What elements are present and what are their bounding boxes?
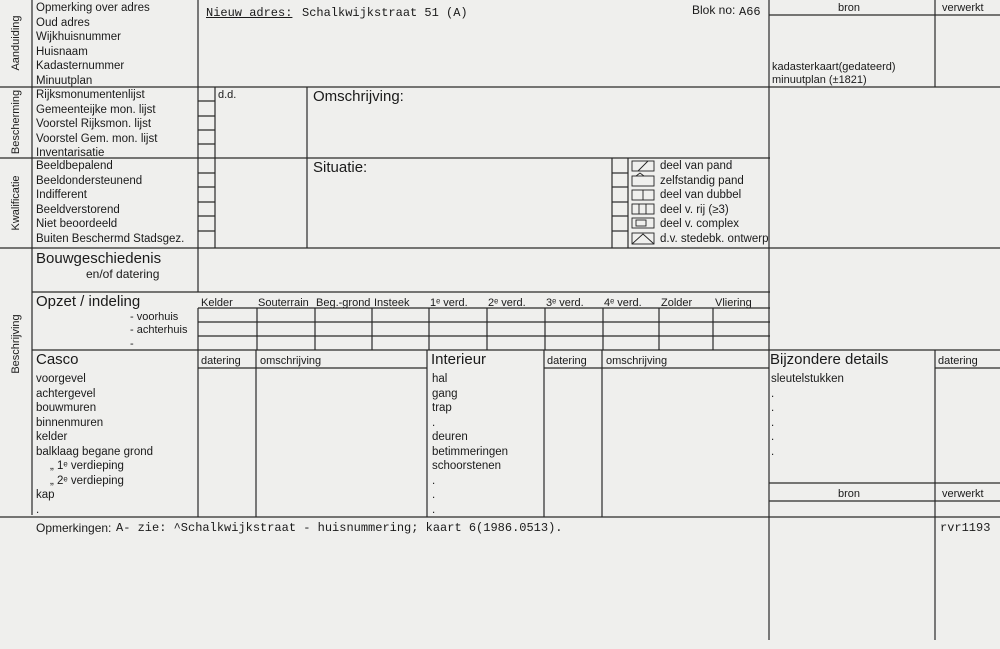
casco-item: bouwmuren — [36, 402, 97, 414]
situatie-label: Situatie: — [313, 159, 368, 176]
section-label-bescherming: Bescherming — [10, 89, 22, 155]
new-address-label: Nieuw adres: — [206, 6, 293, 20]
opzet-title: Opzet / indeling — [36, 293, 141, 310]
interieur-item: . — [432, 416, 436, 429]
opzet-col-header: Souterrain — [258, 297, 309, 309]
aanduiding-item: Minuutplan — [36, 74, 93, 87]
bescherming-list — [36, 88, 157, 161]
dd-label: d.d. — [218, 89, 237, 101]
interieur-item: deuren — [432, 431, 468, 443]
interieur-item: . — [432, 489, 436, 501]
interieur-item: trap — [432, 402, 452, 414]
opzet-row-label: - — [130, 338, 134, 350]
omschrijving-label: Omschrijving: — [313, 88, 404, 105]
opmerkingen-value[interactable]: A- zie: ^Schalkwijkstraat - huisnummering; kaart 6(1986.0513). — [116, 521, 563, 535]
bijzondere-item: . — [771, 387, 775, 400]
interieur-item: betimmeringen — [432, 445, 509, 458]
bijzondere-item: . — [771, 431, 775, 443]
kwalificatie-item: Beeldondersteunend — [36, 174, 143, 187]
interieur-item: schoorstenen — [432, 460, 502, 472]
aanduiding-item: Kadasternummer — [36, 60, 125, 72]
opzet-col-header: Insteek — [374, 297, 410, 309]
interieur-item: gang — [432, 387, 458, 400]
bron-header: bron — [838, 2, 861, 14]
interieur-title: Interieur — [431, 351, 487, 368]
situatie-option[interactable]: d.v. stedebk. ontwerp — [660, 232, 769, 245]
bijzondere-list — [771, 372, 844, 459]
bescherming-item: Voorstel Gem. mon. lijst — [36, 132, 158, 145]
opzet-col-header: Zolder — [661, 297, 693, 309]
opzet-col-header: Vliering — [715, 297, 752, 309]
kadasterkaart-label: kadasterkaart(gedateerd) — [772, 61, 896, 73]
bijzondere-item: . — [771, 445, 775, 458]
bijzondere-title: Bijzondere details — [770, 351, 889, 368]
situatie-options — [660, 159, 768, 246]
casco-col-omschrijving: omschrijving — [260, 355, 322, 367]
bijzondere-item: . — [771, 416, 775, 429]
section-label-beschrijving: Beschrijving — [10, 314, 22, 374]
datering-subtitle: en/of datering — [86, 267, 160, 281]
section-label-kwalificatie: Kwalificatie — [10, 175, 22, 231]
opzet-row-label: - achterhuis — [130, 324, 188, 336]
opzet-col-header: Kelder — [201, 297, 233, 309]
aanduiding-item: Wijkhuisnummer — [36, 31, 121, 43]
situatie-option[interactable]: deel van dubbel — [660, 189, 742, 201]
aanduiding-item: Huisnaam — [36, 45, 88, 58]
kwalificatie-item: Indifferent — [36, 189, 87, 201]
kwalificatie-list — [36, 159, 184, 246]
bijzondere-item: . — [771, 402, 775, 414]
record-code: rvr1193 — [940, 521, 991, 535]
casco-item: kap — [36, 489, 55, 501]
opzet-col-header: Beg.-grond — [316, 297, 371, 309]
opzet-col-header: 3ᵉ verd. — [546, 297, 584, 309]
bijzondere-bron: bron — [838, 488, 861, 500]
casco-item: voorgevel — [36, 373, 86, 385]
blok-value[interactable]: A66 — [739, 5, 761, 19]
bescherming-item: Inventarisatie — [36, 147, 105, 159]
casco-item: balklaag begane grond — [36, 445, 154, 458]
opzet-col-header: 4ᵉ verd. — [604, 297, 642, 309]
situatie-option[interactable]: deel v. rij (≥3) — [660, 203, 729, 216]
bescherming-item: Rijksmonumentenlijst — [36, 89, 145, 101]
interieur-item: . — [432, 503, 436, 516]
verwerkt-header: verwerkt — [942, 2, 984, 14]
interieur-list — [432, 372, 508, 517]
opmerkingen-label: Opmerkingen: — [36, 521, 112, 535]
opzet-row-label: - voorhuis — [130, 311, 179, 323]
interieur-col-datering: datering — [547, 355, 587, 367]
kwalificatie-item: Niet beoordeeld — [36, 218, 118, 230]
blok-label: Blok no: — [692, 3, 736, 17]
interieur-item: . — [432, 474, 436, 487]
interieur-col-omschrijving: omschrijving — [606, 355, 668, 367]
bijzondere-verwerkt: verwerkt — [942, 488, 984, 500]
kwalificatie-item: Beeldbepalend — [36, 160, 113, 172]
bescherming-item: Gemeenteijke mon. lijst — [36, 103, 156, 116]
bescherming-item: Voorstel Rijksmon. lijst — [36, 118, 152, 130]
casco-title: Casco — [36, 351, 79, 368]
casco-item: binnenmuren — [36, 416, 104, 429]
casco-item: „ 2ᵉ verdieping — [50, 474, 124, 487]
opzet-col-header: 1ᵉ verd. — [430, 297, 468, 309]
casco-item: achtergevel — [36, 387, 96, 400]
aanduiding-item: Opmerking over adres — [36, 2, 150, 14]
bijzondere-col-datering: datering — [938, 355, 978, 367]
casco-col-datering: datering — [201, 355, 241, 367]
bouwgeschiedenis-title: Bouwgeschiedenis — [36, 250, 162, 267]
new-address-value[interactable]: Schalkwijkstraat 51 (A) — [302, 6, 468, 20]
casco-item: „ 1ᵉ verdieping — [50, 460, 124, 472]
bijzondere-item: sleutelstukken — [771, 373, 844, 385]
opzet-col-header: 2ᵉ verd. — [488, 297, 526, 309]
minuutplan-label: minuutplan (±1821) — [772, 74, 867, 86]
kwalificatie-item: Beeldverstorend — [36, 203, 120, 216]
aanduiding-list — [36, 1, 150, 88]
aanduiding-item: Oud adres — [36, 16, 90, 29]
casco-list — [36, 372, 153, 517]
casco-item: kelder — [36, 431, 68, 443]
casco-item: . — [36, 503, 40, 516]
interieur-item: hal — [432, 373, 448, 385]
situatie-option[interactable]: deel v. complex — [660, 218, 740, 230]
section-label-aanduiding: Aanduiding — [10, 15, 22, 71]
kwalificatie-item: Buiten Beschermd Stadsgez. — [36, 232, 185, 245]
situatie-option[interactable]: zelfstandig pand — [660, 174, 744, 187]
situatie-option[interactable]: deel van pand — [660, 160, 733, 172]
